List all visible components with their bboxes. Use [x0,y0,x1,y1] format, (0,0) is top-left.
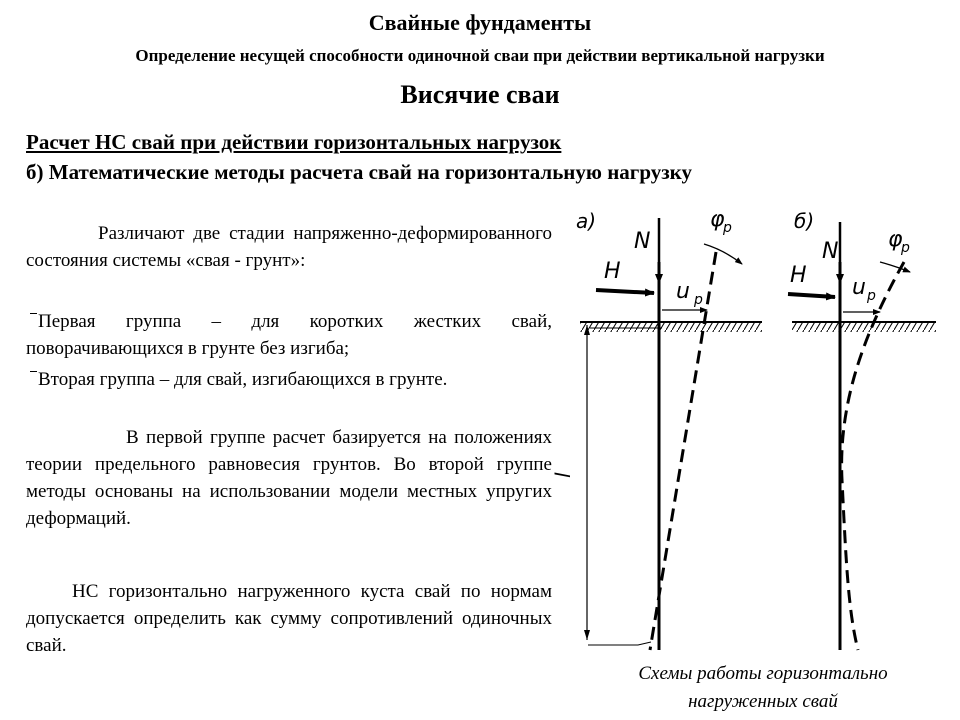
caption-line-1: Схемы работы горизонтально [638,663,888,684]
soil-hatch [580,322,762,332]
length-extension-bottom [588,642,651,645]
label-u-sub-a: p [694,292,703,308]
label-a: а) [576,209,597,233]
label-length: l [551,472,575,478]
page-title: Свайные фундаменты [368,10,592,35]
deflected-pile-axis [842,262,904,650]
label-h-a: H [604,259,621,284]
label-n-a: N [634,229,651,254]
label-u-sub-b: p [867,288,876,304]
paragraph-group-capacity: НС горизонтально нагруженного куста свай по нормам допускается определить как сумму сопротивлений одиночных свай. [26,581,552,656]
rotation-arc [880,262,910,272]
horizontal-load-arrow [596,290,654,293]
label-b: б) [794,209,815,233]
length-arrowhead-bottom [584,630,590,640]
horizontal-load-arrow [788,294,835,297]
paragraph-stages: Различают две стадии напряженно-деформированного состояния системы «свая - грунт»: [26,223,552,271]
soil-hatch [792,322,936,332]
label-phi-sub-a: p [723,220,732,236]
section-title: Расчет НС свай при действии горизонтальных нагрузок [26,130,562,154]
label-u-a: u [676,279,690,304]
caption-line-2: нагруженных свай [688,691,838,712]
list-item-text: Первая группа – для коротких жестких свай, поворачивающихся в грунте без изгиба; [26,311,552,359]
label-phi-a: φ [710,207,725,232]
label-h-b: H [790,263,807,288]
section-subtitle: б) Математические методы расчета свай на горизонтальную нагрузку [26,160,692,184]
rotation-arc [704,244,742,264]
page-heading: Висячие сваи [400,80,560,109]
list-item-text: Вторая группа – для свай, изгибающихся в грунте. [38,369,448,390]
label-phi-b: φ [888,227,903,252]
label-phi-sub-b: p [901,240,910,256]
label-n-b: N [822,239,839,264]
page-subtitle: Определение несущей способности одиночной сваи при действии вертикальной нагрузки [135,46,825,65]
label-u-b: u [852,275,866,300]
figure-caption [598,660,928,716]
paragraph-methods: В первой группе расчет базируется на положениях теории предельного равновесия грунтов. Во второй группе методы основаны на использовании модели местных упругих деформаций. [26,427,552,529]
